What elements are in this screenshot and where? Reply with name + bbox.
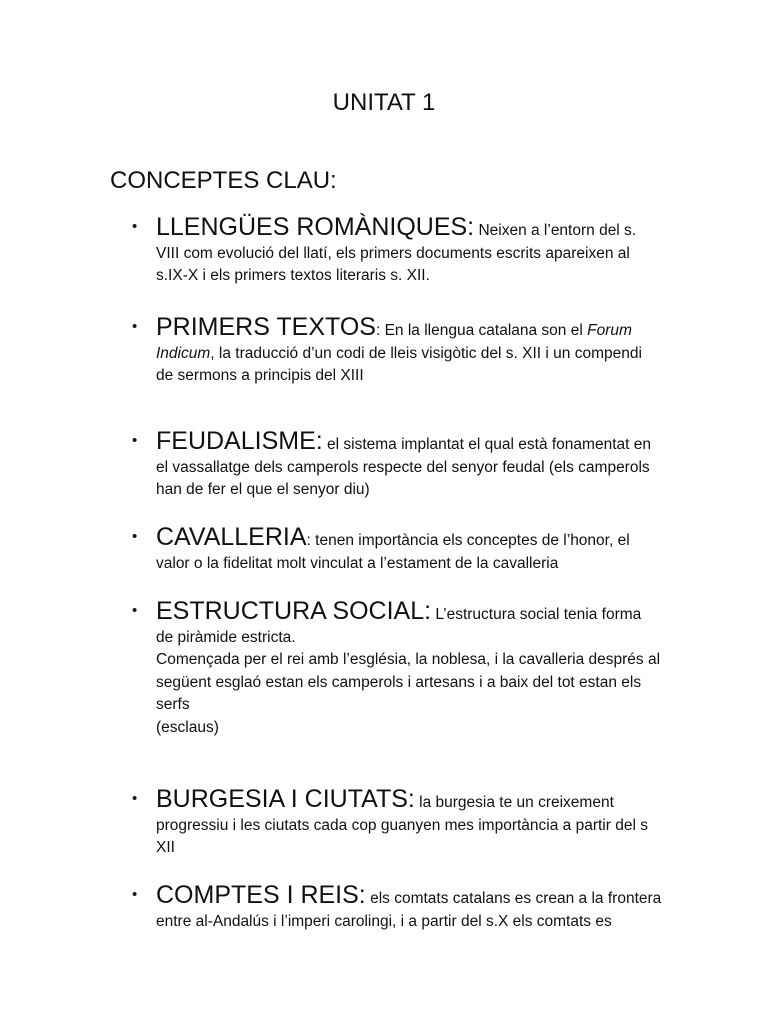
- bullet-icon: •: [132, 790, 138, 807]
- concept-text: els comtats catalans es crean a la frontera entre al-Andalús i l’imperi carolingi, i a partir del s.X els comtats es: [156, 890, 662, 930]
- concept-item-estructura-social: [132, 597, 662, 739]
- concept-item-cavalleria: [132, 523, 662, 575]
- bullet-icon: •: [132, 886, 138, 903]
- concept-text: tenen importància els conceptes de l’honor, el valor o la fidelitat molt vinculat a l’estament de la cavalleria: [156, 532, 630, 572]
- concept-item-primers-textos: [132, 313, 662, 388]
- section-heading: CONCEPTES CLAU:: [110, 167, 337, 194]
- bullet-icon: •: [132, 432, 138, 449]
- concept-term: PRIMERS TEXTOS: [156, 313, 376, 341]
- concept-term: LLENGÜES ROMÀNIQUES:: [156, 213, 475, 241]
- concept-italic-text: Forum Indicum: [156, 322, 632, 362]
- concept-text: En la llengua catalana son el: [380, 322, 588, 339]
- bullet-icon: •: [132, 218, 138, 235]
- concept-item-comptes-reis: [132, 881, 662, 933]
- concept-term: BURGESIA I CIUTATS:: [156, 785, 415, 813]
- concept-item-burgesia-ciutats: [132, 785, 662, 860]
- concept-colon: :: [306, 532, 311, 549]
- concept-text-line: Començada per el rei amb l’església, la noblesa, i la cavalleria després al: [156, 651, 661, 668]
- concept-term: ESTRUCTURA SOCIAL:: [156, 597, 432, 625]
- concept-text-line: (esclaus): [156, 718, 219, 736]
- concept-item-llengues-romaniques: [132, 213, 662, 288]
- concept-term: CAVALLERIA: [156, 523, 307, 551]
- concept-colon: :: [375, 322, 381, 339]
- concept-text: L’estructura social tenia forma de piràmide estricta.: [156, 606, 642, 646]
- bullet-icon: •: [132, 318, 138, 335]
- concept-text: el sistema implantat el qual està fonamentat en el vassallatge dels camperols respecte del senyor feudal (els camperols han de fer el que el senyor diu): [156, 436, 651, 498]
- concept-text-continued: , la traducció d’un codi de lleis visigòtic del s. XII i un compendi de sermons a principis del XIII: [156, 344, 642, 384]
- concept-text-line: següent esglaó estan els camperols i artesans i a baix del tot estan els serfs: [156, 673, 642, 713]
- concept-text: Neixen a l’entorn del s. VIII com evolució del llatí, els primers documents escrits apareixen al s.IX-X i els primers textos literaris s. XII.: [156, 222, 637, 284]
- concept-item-feudalisme: [132, 427, 662, 502]
- page-title: UNITAT 1: [332, 89, 436, 116]
- bullet-icon: •: [132, 528, 138, 545]
- concept-text: la burgesia te un creixement progressiu i les ciutats cada cop guanyen mes importància a partir del s XII: [156, 794, 648, 856]
- bullet-icon: •: [132, 602, 138, 619]
- concept-term: FEUDALISME:: [156, 427, 323, 455]
- concept-term: COMPTES I REIS:: [156, 881, 366, 909]
